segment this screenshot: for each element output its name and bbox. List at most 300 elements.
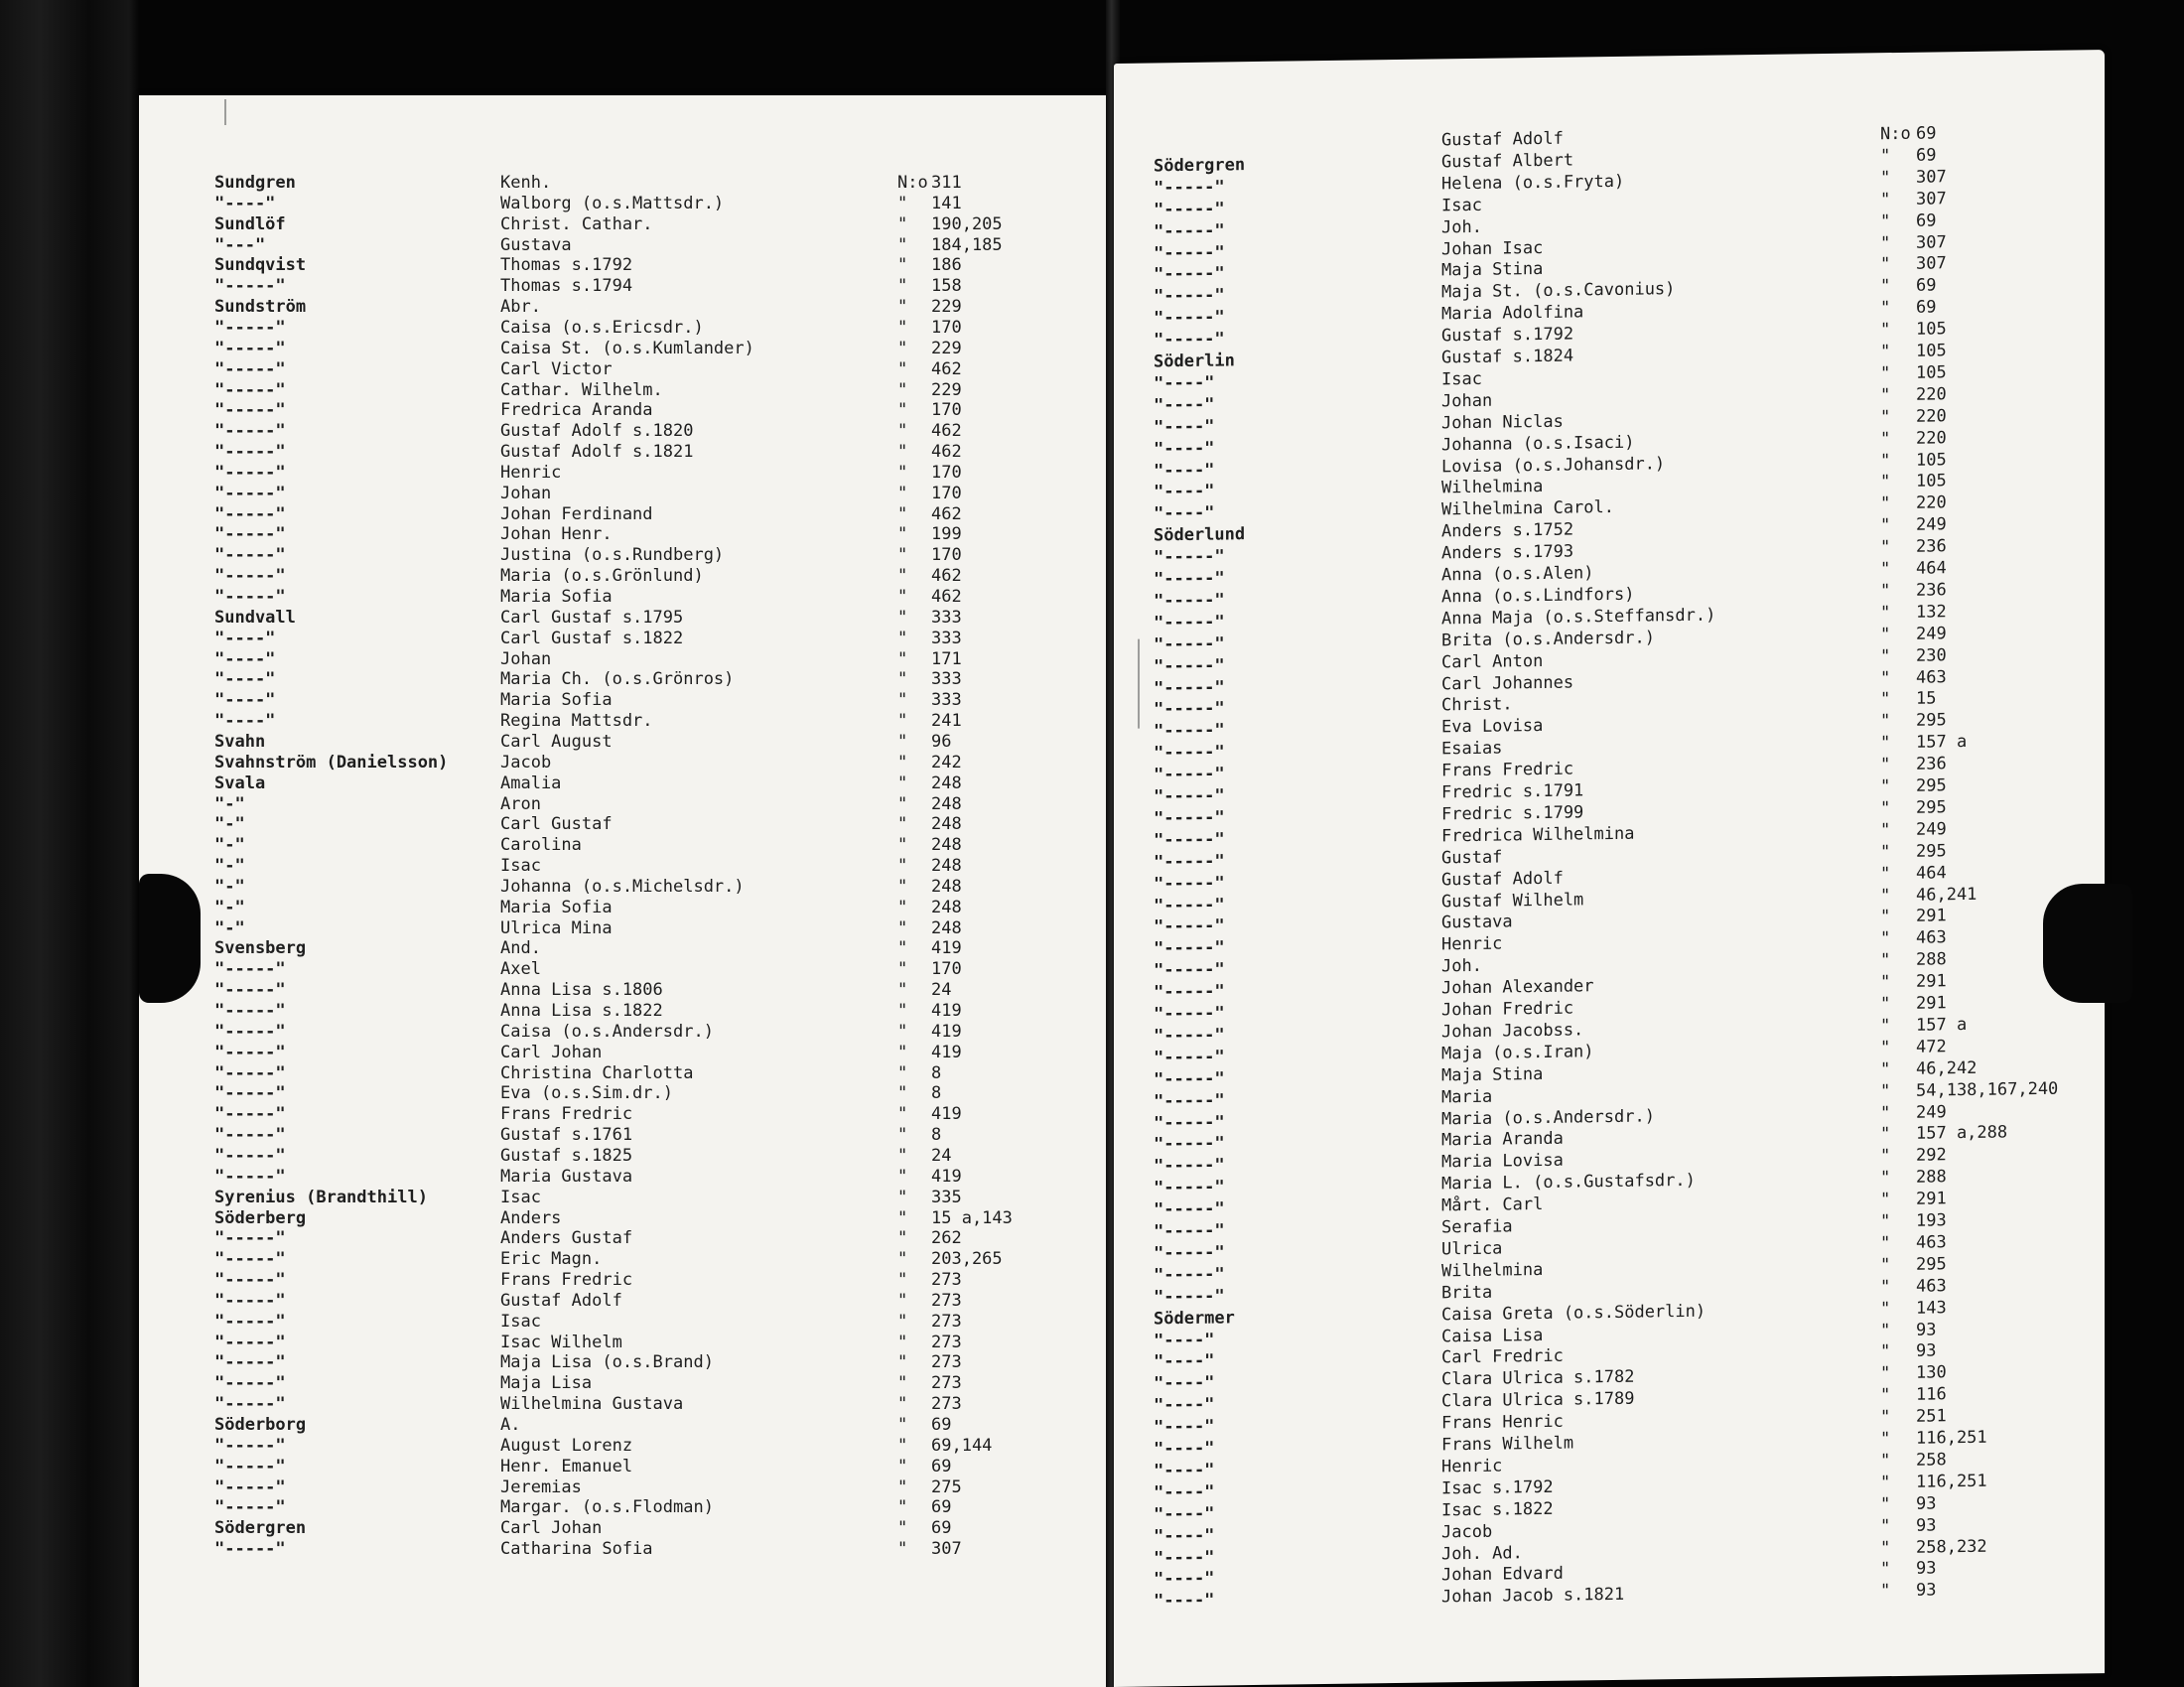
index-row	[139, 1457, 1114, 1477]
index-surname: "-----"	[214, 1249, 286, 1270]
index-given-name: Caisa (o.s.Ericsdr.)	[500, 317, 704, 338]
index-record-number: 273	[931, 1373, 962, 1394]
index-given-name: Helena (o.s.Fryta)	[1441, 171, 1625, 195]
index-given-name: Isac s.1822	[1441, 1498, 1554, 1521]
index-ditto-mark: "	[897, 1311, 908, 1332]
index-surname: "-"	[214, 814, 245, 835]
index-ditto-mark: "	[1880, 1124, 1891, 1145]
index-given-name: Christ.	[1441, 694, 1513, 716]
index-surname: "----"	[1154, 1503, 1215, 1525]
index-surname: "----"	[214, 711, 276, 732]
index-given-name: Maria Gustava	[500, 1166, 633, 1187]
index-record-number: 249	[1916, 819, 1947, 840]
index-surname: "-"	[214, 897, 245, 917]
index-record-number: 462	[931, 358, 962, 379]
index-row	[139, 1043, 1114, 1063]
index-row	[139, 690, 1114, 711]
index-surname: "-----"	[1154, 1177, 1225, 1198]
index-given-name: Mårt. Carl	[1441, 1195, 1544, 1216]
index-surname: "-----"	[214, 1042, 286, 1062]
index-ditto-mark: "	[897, 317, 908, 338]
index-record-number: 288	[1916, 949, 1947, 970]
index-surname: "-----"	[1154, 981, 1225, 1003]
index-surname: "----"	[214, 193, 276, 213]
index-record-number: 464	[1916, 862, 1947, 884]
index-record-number: 307	[1916, 253, 1947, 275]
index-row	[139, 1477, 1114, 1498]
index-row	[139, 1167, 1114, 1188]
index-surname: "-----"	[1154, 1155, 1225, 1177]
index-record-number: 236	[1916, 754, 1947, 774]
index-row	[139, 504, 1114, 525]
index-surname: "----"	[1154, 394, 1215, 416]
index-record-number: 230	[1916, 644, 1947, 666]
index-given-name: Frans Fredric	[500, 1104, 633, 1125]
index-row	[139, 1270, 1114, 1291]
index-given-name: Gustaf Adolf	[500, 1290, 622, 1311]
index-ditto-mark: "	[1880, 885, 1891, 906]
index-ditto-mark: "	[897, 1187, 908, 1207]
index-surname: "----"	[1154, 1416, 1215, 1438]
index-record-number: 116	[1916, 1384, 1947, 1405]
index-given-name: Gustaf s.1792	[1441, 324, 1574, 347]
index-record-number: 273	[931, 1394, 962, 1415]
index-given-name: Johan Alexander	[1441, 976, 1594, 999]
index-ditto-mark: "	[1880, 1102, 1891, 1123]
index-surname: "-----"	[214, 379, 286, 400]
index-record-number: 248	[931, 793, 962, 814]
left-page-clip	[139, 874, 201, 1003]
index-ditto-mark: "	[897, 1497, 908, 1518]
index-record-number: 220	[1916, 384, 1947, 405]
index-surname: "-----"	[1154, 1242, 1225, 1264]
index-given-name: Jacob	[500, 752, 552, 773]
index-surname: "-----"	[1154, 1198, 1225, 1220]
index-record-number: 292	[1916, 1145, 1947, 1167]
index-given-name: Wilhelmina	[1441, 1259, 1544, 1282]
index-given-name: Axel	[500, 959, 541, 980]
index-row	[139, 959, 1114, 980]
index-surname: "-----"	[214, 1228, 286, 1249]
index-ditto-mark: "	[897, 1207, 908, 1228]
index-ditto-mark: "	[1880, 797, 1891, 819]
index-given-name: Gustaf Adolf	[1441, 128, 1564, 151]
index-record-number: 158	[931, 276, 962, 297]
index-ditto-mark: "	[1880, 1407, 1891, 1428]
index-record-number: 295	[1916, 797, 1947, 818]
index-ditto-mark: "	[1880, 1037, 1891, 1058]
index-surname: "----"	[214, 690, 276, 711]
index-row	[139, 1518, 1114, 1539]
index-given-name: Serafia	[1441, 1216, 1513, 1238]
index-ditto-mark: "	[1880, 841, 1891, 862]
index-ditto-mark: "	[1880, 602, 1891, 624]
index-ditto-mark: "	[1880, 1320, 1891, 1340]
index-record-number: 199	[931, 524, 962, 545]
index-ditto-mark: "	[1880, 1581, 1891, 1602]
index-surname: Söderlin	[1154, 351, 1235, 372]
index-given-name: Maria Sofia	[500, 690, 613, 711]
index-surname: Sundlöf	[214, 213, 286, 234]
index-record-number: 69	[1916, 275, 1937, 297]
index-row	[139, 669, 1114, 690]
index-given-name: Ulrica	[1441, 1238, 1503, 1260]
index-record-number: 291	[1916, 971, 1947, 992]
index-given-name: Jeremias	[500, 1476, 582, 1497]
index-ditto-mark: "	[1880, 1363, 1891, 1384]
index-ditto-mark: "	[897, 1001, 908, 1021]
index-given-name: Johan Ferdinand	[500, 503, 653, 524]
index-ditto-mark: "	[897, 773, 908, 793]
index-surname: "-----"	[214, 566, 286, 587]
index-row	[139, 587, 1114, 608]
index-given-name: Gustaf Adolf	[1441, 868, 1564, 890]
index-surname: "-"	[214, 917, 245, 938]
index-surname: "-----"	[1154, 937, 1225, 959]
index-record-number: 93	[1916, 1580, 1937, 1602]
index-surname: "----"	[1154, 1547, 1215, 1568]
index-surname: "-----"	[214, 1290, 286, 1311]
index-surname: "-----"	[214, 503, 286, 524]
index-row	[139, 255, 1114, 276]
index-surname: "----"	[1154, 460, 1215, 481]
index-record-number: 333	[931, 607, 962, 628]
index-given-name: Maria (o.s.Grönlund)	[500, 566, 704, 587]
index-surname: "-----"	[1154, 1133, 1225, 1155]
index-given-name: Isac Wilhelm	[500, 1332, 622, 1352]
index-row	[139, 421, 1114, 442]
index-ditto-mark: "	[1880, 1450, 1891, 1472]
index-ditto-mark: "	[897, 938, 908, 959]
index-surname: Sundström	[214, 297, 307, 318]
index-record-number: 236	[1916, 536, 1947, 557]
index-row	[139, 918, 1114, 939]
index-ditto-mark: "	[1880, 515, 1891, 536]
index-record-number: 291	[1916, 906, 1947, 927]
index-record-number: 258,232	[1916, 1536, 1987, 1558]
index-given-name: Maja (o.s.Iran)	[1441, 1042, 1594, 1064]
index-given-name: Carl Johannes	[1441, 672, 1574, 694]
index-record-number: 419	[931, 1021, 962, 1042]
index-row	[139, 1373, 1114, 1394]
index-ditto-mark: "	[1880, 1190, 1891, 1210]
index-surname: "-----"	[214, 338, 286, 358]
index-surname: "-----"	[214, 358, 286, 379]
index-record-number: 462	[931, 587, 962, 607]
index-surname: "-----"	[214, 1476, 286, 1497]
index-given-name: Jacob	[1441, 1521, 1493, 1542]
index-given-name: Joh.	[1441, 216, 1482, 237]
index-ditto-mark: "	[1880, 1168, 1891, 1189]
index-surname: "-----"	[214, 545, 286, 566]
index-given-name: Kenh.	[500, 173, 552, 193]
index-given-name: Eric Magn.	[500, 1249, 603, 1270]
index-given-name: Maria Lovisa	[1441, 1150, 1564, 1173]
index-record-number: 54,138,167,240	[1916, 1078, 2059, 1101]
index-ditto-mark: "	[897, 856, 908, 877]
index-surname: "-----"	[214, 959, 286, 980]
index-given-name: Frans Wilhelm	[1441, 1433, 1574, 1456]
index-given-name: Brita	[1441, 1282, 1493, 1304]
index-ditto-mark: "	[897, 358, 908, 379]
index-given-name: Christina Charlotta	[500, 1062, 694, 1083]
index-record-number: 288	[1916, 1167, 1947, 1188]
index-given-name: Carl Johan	[500, 1518, 603, 1539]
index-ditto-mark: "	[897, 752, 908, 773]
index-record-number: 291	[1916, 993, 1947, 1014]
index-record-number: 69	[931, 1518, 952, 1539]
index-ditto-mark: "	[1880, 384, 1891, 406]
index-ditto-mark: "	[1880, 624, 1891, 644]
index-surname: "----"	[214, 628, 276, 648]
index-surname: "-----"	[1154, 764, 1225, 785]
index-ditto-mark: "	[1880, 1429, 1891, 1450]
index-record-number: 291	[1916, 1189, 1947, 1209]
index-surname: "----"	[1154, 1481, 1215, 1503]
index-surname: "-----"	[1154, 655, 1225, 677]
index-ditto-mark: "	[897, 1290, 908, 1311]
index-record-number: 8	[931, 1125, 942, 1146]
index-record-number: 307	[1916, 188, 1947, 210]
index-ditto-mark: "	[1880, 1472, 1891, 1493]
index-given-name: Anders	[500, 1207, 562, 1228]
index-ditto-mark: "	[1880, 167, 1891, 189]
index-ditto-mark: "	[1880, 1254, 1891, 1276]
index-given-name: Gustaf s.1825	[500, 1145, 633, 1166]
index-ditto-mark: "	[897, 1373, 908, 1394]
index-surname: "----"	[214, 669, 276, 690]
index-surname: "----"	[214, 648, 276, 669]
index-row	[139, 1394, 1114, 1415]
index-given-name: Wilhelmina Carol.	[1441, 497, 1614, 520]
index-record-number: 311	[931, 173, 962, 193]
index-row	[139, 235, 1114, 256]
index-ditto-mark: "	[1880, 1515, 1891, 1536]
index-surname: "-----"	[214, 587, 286, 607]
index-ditto-mark: "	[1880, 1211, 1891, 1232]
index-record-number: 273	[931, 1352, 962, 1373]
index-surname: "-----"	[214, 1104, 286, 1125]
index-row	[139, 794, 1114, 815]
index-row	[139, 359, 1114, 380]
index-row	[139, 1208, 1114, 1229]
index-surname: "-----"	[214, 1435, 286, 1456]
index-given-name: Thomas s.1792	[500, 255, 633, 276]
index-surname: "----"	[1154, 1460, 1215, 1481]
index-record-number: 241	[931, 711, 962, 732]
index-ditto-mark: "	[897, 648, 908, 669]
index-surname: "-----"	[214, 524, 286, 545]
index-given-name: Maja Stina	[1441, 1063, 1544, 1086]
index-surname: "-----"	[1154, 199, 1225, 220]
index-record-number: 46,241	[1916, 884, 1978, 906]
index-row	[139, 732, 1114, 753]
index-ditto-mark: "	[897, 1021, 908, 1042]
index-ditto-mark: "	[897, 462, 908, 483]
index-surname: "-----"	[214, 483, 286, 503]
index-given-name: Isac	[500, 856, 541, 877]
index-row	[139, 980, 1114, 1001]
index-given-name: Esaias	[1441, 738, 1503, 760]
index-row	[139, 1083, 1114, 1104]
index-ditto-mark: "	[897, 1415, 908, 1435]
index-ditto-mark: "	[1880, 733, 1891, 754]
index-ditto-mark: "	[1880, 1493, 1891, 1514]
index-ditto-mark: "	[897, 628, 908, 648]
index-ditto-mark: "	[897, 193, 908, 213]
index-surname: Söderberg	[214, 1207, 307, 1228]
index-ditto-mark: "	[1880, 362, 1891, 384]
index-ditto-mark: "	[897, 1332, 908, 1352]
index-surname: "-----"	[214, 1352, 286, 1373]
index-surname: "----"	[1154, 1372, 1215, 1394]
index-record-number: 262	[931, 1228, 962, 1249]
index-record-number: 69	[1916, 123, 1937, 144]
index-surname: "----"	[1154, 1394, 1215, 1416]
index-ditto-mark: "	[897, 1539, 908, 1560]
index-ditto-mark: "	[897, 255, 908, 276]
index-record-number: 295	[1916, 840, 1947, 862]
index-record-number: 307	[1916, 167, 1947, 188]
index-record-number: 242	[931, 752, 962, 773]
index-surname: "-----"	[214, 462, 286, 483]
index-ditto-mark: "	[1880, 645, 1891, 666]
index-surname: "---"	[214, 234, 266, 255]
index-ditto-mark: "	[1880, 1559, 1891, 1580]
index-given-name: Isac	[500, 1187, 541, 1207]
index-record-number: 93	[1916, 1493, 1937, 1514]
index-given-name: And.	[500, 938, 541, 959]
index-given-name: Johan Henr.	[500, 524, 613, 545]
index-ditto-mark: "	[1880, 472, 1891, 492]
index-record-number: 93	[1916, 1340, 1937, 1362]
index-given-name: Aron	[500, 793, 541, 814]
index-surname: "-----"	[214, 980, 286, 1001]
index-given-name: Gustaf Wilhelm	[1441, 889, 1584, 912]
index-surname: "-----"	[1154, 177, 1225, 199]
index-given-name: Henric	[1441, 1456, 1503, 1477]
index-ditto-mark: "	[1880, 189, 1891, 210]
index-surname: "----"	[1154, 372, 1215, 394]
index-record-number: 15	[1916, 688, 1937, 710]
index-ditto-mark: "	[897, 1042, 908, 1062]
index-given-name: Anna (o.s.Lindfors)	[1441, 584, 1635, 608]
index-surname: "-----"	[214, 1125, 286, 1146]
index-given-name: Johan Isac	[1441, 237, 1544, 259]
index-given-name: Carl Anton	[1441, 650, 1544, 672]
index-surname: "-----"	[1154, 785, 1225, 807]
index-surname: "----"	[1154, 502, 1215, 524]
index-ditto-mark: "	[1880, 1015, 1891, 1037]
index-ditto-mark: "	[1880, 711, 1891, 732]
index-surname: "-----"	[1154, 263, 1225, 285]
index-record-number: 472	[1916, 1037, 1947, 1057]
index-record-number: 462	[931, 442, 962, 463]
index-record-number: 170	[931, 400, 962, 421]
index-given-name: Gustava	[500, 234, 572, 255]
index-record-number: 130	[1916, 1362, 1947, 1384]
index-record-number: 333	[931, 690, 962, 711]
index-ditto-mark: "	[1880, 342, 1891, 362]
index-given-name: Carl Gustaf s.1822	[500, 628, 684, 648]
index-surname: "-----"	[214, 1394, 286, 1415]
index-surname: "-----"	[1154, 590, 1225, 612]
index-row	[139, 318, 1114, 339]
index-given-name: Gustaf Adolf s.1820	[500, 421, 694, 442]
index-ditto-mark: "	[1880, 1146, 1891, 1167]
index-record-number: 229	[931, 297, 962, 318]
index-given-name: Catharina Sofia	[500, 1539, 653, 1560]
index-surname: Svahn	[214, 731, 266, 752]
index-row	[139, 566, 1114, 587]
index-given-name: Thomas s.1794	[500, 276, 633, 297]
index-row	[139, 773, 1114, 794]
index-record-number: 258	[1916, 1450, 1947, 1471]
index-ditto-mark: "	[1880, 907, 1891, 927]
index-row	[139, 1125, 1114, 1146]
index-surname: "----"	[1154, 416, 1215, 438]
index-surname: "----"	[1154, 1568, 1215, 1590]
index-record-number: 170	[931, 483, 962, 503]
index-record-number: 69	[1916, 211, 1937, 231]
index-given-name: Maria Ch. (o.s.Grönros)	[500, 669, 735, 690]
index-ditto-mark: "	[1880, 580, 1891, 602]
index-record-number: 248	[931, 835, 962, 856]
index-given-name: Walborg (o.s.Mattsdr.)	[500, 193, 725, 213]
index-record-number: 419	[931, 938, 962, 959]
index-ditto-mark: "	[1880, 1298, 1891, 1319]
index-given-name: Henr. Emanuel	[500, 1456, 633, 1476]
index-record-number: 273	[931, 1290, 962, 1311]
index-record-number: 105	[1916, 471, 1947, 492]
index-surname: Södergren	[1154, 155, 1246, 177]
index-record-number: 251	[1916, 1406, 1947, 1427]
index-ditto-mark: "	[1880, 928, 1891, 949]
index-ditto-mark: "	[897, 669, 908, 690]
index-given-name: Caisa Greta (o.s.Söderlin)	[1441, 1301, 1706, 1325]
index-given-name: Eva (o.s.Sim.dr.)	[500, 1083, 673, 1104]
index-record-number: 116,251	[1916, 1471, 1987, 1492]
index-ditto-mark: "	[1880, 755, 1891, 775]
index-surname: "-----"	[1154, 720, 1225, 742]
index-ditto-mark: "	[897, 276, 908, 297]
index-record-number: 190,205	[931, 213, 1003, 234]
index-row	[139, 1001, 1114, 1022]
index-surname: "-----"	[214, 400, 286, 421]
index-record-number: 46,242	[1916, 1057, 1978, 1079]
index-record-number: 462	[931, 503, 962, 524]
index-record-number: 273	[931, 1270, 962, 1291]
index-ditto-mark: "	[1880, 972, 1891, 993]
index-surname: "-----"	[1154, 241, 1225, 263]
index-ditto-mark: "	[1880, 232, 1891, 253]
index-record-number: 307	[1916, 231, 1947, 253]
index-surname: Svahnström (Danielsson)	[214, 752, 449, 773]
index-given-name: Johanna (o.s.Michelsdr.)	[500, 876, 745, 897]
index-given-name: Carl Gustaf s.1795	[500, 607, 684, 628]
index-record-number: 69	[931, 1456, 952, 1476]
index-row	[139, 1146, 1114, 1167]
index-surname: "-----"	[1154, 1068, 1225, 1090]
index-surname: "----"	[1154, 1330, 1215, 1350]
index-ditto-mark: "	[897, 959, 908, 980]
index-record-number: 157 a,288	[1916, 1122, 2008, 1145]
index-record-number: 419	[931, 1104, 962, 1125]
index-surname: "-----"	[1154, 546, 1225, 568]
index-record-number: 419	[931, 1001, 962, 1021]
index-ditto-mark: "	[897, 587, 908, 607]
index-given-name: Carl Johan	[500, 1042, 603, 1062]
